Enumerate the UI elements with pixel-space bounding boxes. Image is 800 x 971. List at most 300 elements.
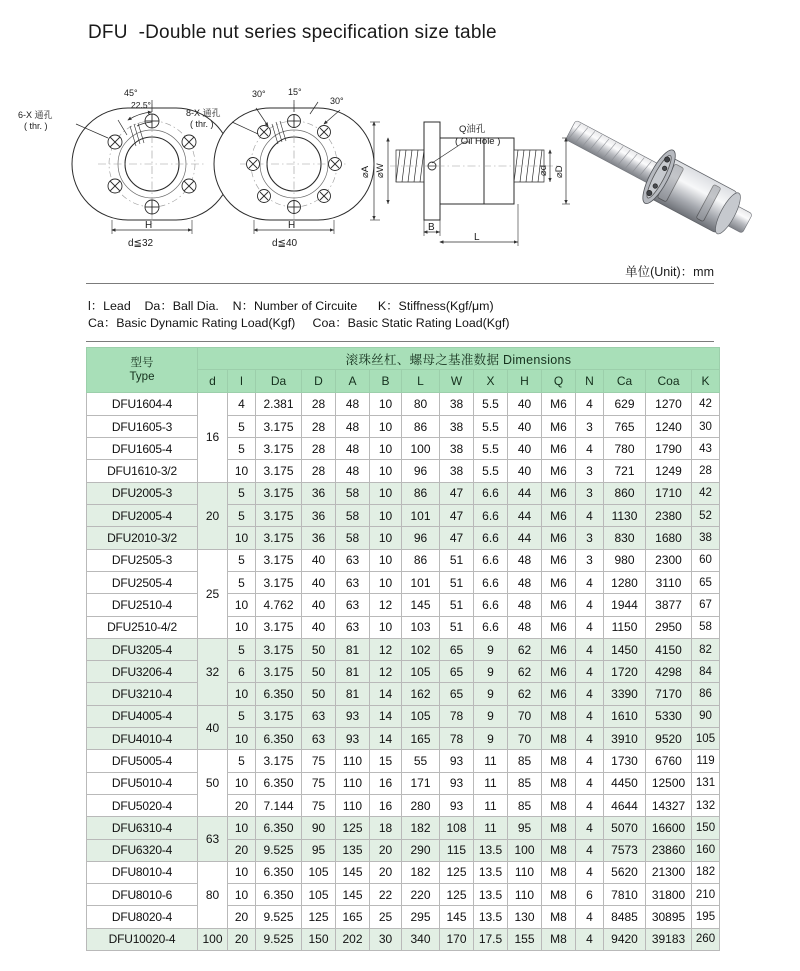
cell-q: M6	[542, 683, 576, 705]
cell-b: 30	[370, 928, 402, 950]
cell-q: M8	[542, 928, 576, 950]
legend-line-1: l：Lead Da：Ball Dia. N：Number of Circuite K：Stiffness(Kgf/μm)	[88, 299, 494, 313]
cell-coa: 3877	[646, 594, 692, 616]
page-title: DFU -Double nut series specification size table	[88, 22, 497, 43]
table-row[interactable]	[87, 571, 720, 593]
cell-x: 11	[474, 750, 508, 772]
cell-l: 80	[402, 392, 440, 415]
cell-b: 15	[370, 750, 402, 772]
cell-l: 5	[228, 638, 256, 660]
column-header-k: K	[692, 370, 720, 392]
cell-d: 75	[302, 750, 336, 772]
table-row[interactable]	[87, 392, 720, 415]
table-row[interactable]	[87, 415, 720, 437]
cell-w: 65	[440, 661, 474, 683]
cell-l: 20	[228, 794, 256, 816]
cell-coa: 5330	[646, 705, 692, 727]
table-row[interactable]	[87, 482, 720, 504]
cell-d: 105	[302, 884, 336, 906]
cell-l: 5	[228, 705, 256, 727]
column-header-coa: Coa	[646, 370, 692, 392]
cell-n: 3	[576, 482, 604, 504]
table-row[interactable]	[87, 928, 720, 950]
cell-b: 10	[370, 571, 402, 593]
cell-w: 125	[440, 861, 474, 883]
cell-coa: 14327	[646, 794, 692, 816]
left-angle-45: 45°	[124, 88, 138, 98]
table-row[interactable]	[87, 438, 720, 460]
cell-n: 3	[576, 415, 604, 437]
cell-b: 10	[370, 482, 402, 504]
cell-type: DFU10020-4	[87, 928, 198, 950]
cell-h: 40	[508, 438, 542, 460]
cell-l: 10	[228, 683, 256, 705]
column-header-a: A	[336, 370, 370, 392]
cell-d: 90	[302, 817, 336, 839]
cell-x: 6.6	[474, 616, 508, 638]
cell-n: 4	[576, 638, 604, 660]
cell-type: DFU1605-4	[87, 438, 198, 460]
cell-x: 13.5	[474, 906, 508, 928]
cell-coa: 21300	[646, 861, 692, 883]
cell-n: 4	[576, 839, 604, 861]
cell-l: 102	[402, 638, 440, 660]
cell-k: 260	[692, 928, 720, 950]
cell-da: 6.350	[256, 683, 302, 705]
cell-ca: 7810	[604, 884, 646, 906]
cell-d: 40	[302, 571, 336, 593]
cell-d-group: 20	[198, 482, 228, 549]
cell-b: 10	[370, 527, 402, 549]
table-row[interactable]	[87, 750, 720, 772]
cell-q: M6	[542, 438, 576, 460]
table-row[interactable]	[87, 861, 720, 883]
cell-k: 38	[692, 527, 720, 549]
cell-q: M8	[542, 728, 576, 750]
table-row[interactable]	[87, 683, 720, 705]
cell-x: 6.6	[474, 594, 508, 616]
cell-ca: 780	[604, 438, 646, 460]
cell-q: M8	[542, 817, 576, 839]
cell-h: 85	[508, 772, 542, 794]
cell-coa: 30895	[646, 906, 692, 928]
cell-type: DFU6320-4	[87, 839, 198, 861]
table-row[interactable]	[87, 527, 720, 549]
cell-b: 10	[370, 460, 402, 482]
cell-d: 95	[302, 839, 336, 861]
cell-n: 4	[576, 861, 604, 883]
cell-k: 131	[692, 772, 720, 794]
cell-q: M6	[542, 527, 576, 549]
cell-type: DFU2005-4	[87, 505, 198, 527]
cell-l: 20	[228, 839, 256, 861]
cell-w: 51	[440, 594, 474, 616]
cell-da: 3.175	[256, 505, 302, 527]
cell-ca: 4644	[604, 794, 646, 816]
cell-x: 5.5	[474, 438, 508, 460]
cell-d: 75	[302, 772, 336, 794]
cell-a: 63	[336, 594, 370, 616]
cell-l: 6	[228, 661, 256, 683]
cell-k: 119	[692, 750, 720, 772]
cell-l: 100	[402, 438, 440, 460]
cell-d-group: 25	[198, 549, 228, 638]
cell-coa: 6760	[646, 750, 692, 772]
cell-a: 48	[336, 415, 370, 437]
cell-l: 86	[402, 482, 440, 504]
table-row[interactable]	[87, 638, 720, 660]
cell-type: DFU4005-4	[87, 705, 198, 727]
cell-h: 155	[508, 928, 542, 950]
cell-d: 28	[302, 415, 336, 437]
cell-q: M8	[542, 772, 576, 794]
cell-d: 125	[302, 906, 336, 928]
cell-d-group: 63	[198, 817, 228, 862]
cell-k: 58	[692, 616, 720, 638]
cell-x: 11	[474, 772, 508, 794]
cell-b: 12	[370, 638, 402, 660]
cell-ca: 721	[604, 460, 646, 482]
cell-da: 3.175	[256, 438, 302, 460]
cell-q: M6	[542, 594, 576, 616]
cell-w: 170	[440, 928, 474, 950]
cell-a: 58	[336, 527, 370, 549]
cell-w: 38	[440, 460, 474, 482]
cell-w: 115	[440, 839, 474, 861]
cell-x: 17.5	[474, 928, 508, 950]
cell-d: 63	[302, 705, 336, 727]
cell-ca: 3390	[604, 683, 646, 705]
table-row[interactable]	[87, 794, 720, 816]
cell-coa: 1270	[646, 392, 692, 415]
cell-q: M6	[542, 661, 576, 683]
cell-d-group: 32	[198, 638, 228, 705]
oil-hole-en: ( Oil Hole )	[455, 136, 501, 147]
cell-n: 4	[576, 683, 604, 705]
cell-l: 86	[402, 415, 440, 437]
cell-ca: 5070	[604, 817, 646, 839]
cell-n: 3	[576, 460, 604, 482]
cell-da: 3.175	[256, 527, 302, 549]
cell-n: 4	[576, 817, 604, 839]
cell-a: 93	[336, 728, 370, 750]
cell-q: M8	[542, 884, 576, 906]
column-header-l: L	[402, 370, 440, 392]
cell-k: 182	[692, 861, 720, 883]
cell-h: 130	[508, 906, 542, 928]
table-row[interactable]	[87, 661, 720, 683]
cell-l: 145	[402, 594, 440, 616]
cell-a: 145	[336, 884, 370, 906]
dimensions-header: 滚珠丝杠、螺母之基准数据 Dimensions	[198, 348, 720, 370]
cell-type: DFU2510-4	[87, 594, 198, 616]
table-row[interactable]	[87, 772, 720, 794]
ballscrew-photo	[557, 103, 762, 250]
cell-q: M6	[542, 392, 576, 415]
cell-x: 9	[474, 705, 508, 727]
table-row[interactable]	[87, 505, 720, 527]
cell-l: 165	[402, 728, 440, 750]
right-caption: d≦40	[272, 238, 298, 249]
cell-d: 50	[302, 638, 336, 660]
cell-q: M6	[542, 460, 576, 482]
header-row-top	[87, 348, 720, 370]
column-header-d: D	[302, 370, 336, 392]
table-row[interactable]	[87, 616, 720, 638]
cell-da: 2.381	[256, 392, 302, 415]
cell-k: 160	[692, 839, 720, 861]
cell-l: 105	[402, 661, 440, 683]
table-row[interactable]	[87, 594, 720, 616]
cell-q: M8	[542, 839, 576, 861]
cell-ca: 3910	[604, 728, 646, 750]
cell-l: 20	[228, 928, 256, 950]
cell-x: 5.5	[474, 460, 508, 482]
cell-l: 10	[228, 861, 256, 883]
cell-l: 5	[228, 438, 256, 460]
cell-k: 210	[692, 884, 720, 906]
cell-h: 62	[508, 638, 542, 660]
cell-a: 110	[336, 750, 370, 772]
technical-diagram	[0, 60, 800, 260]
type-header-en: Type	[129, 370, 155, 383]
right-flange-view	[214, 100, 374, 234]
right-angle-30a: 30°	[252, 89, 266, 99]
table-row[interactable]	[87, 728, 720, 750]
table-head	[87, 348, 720, 393]
cell-k: 60	[692, 549, 720, 571]
cell-coa: 4298	[646, 661, 692, 683]
cell-l: 162	[402, 683, 440, 705]
cell-coa: 9520	[646, 728, 692, 750]
cell-ca: 7573	[604, 839, 646, 861]
cell-b: 10	[370, 505, 402, 527]
cell-n: 4	[576, 661, 604, 683]
cell-a: 63	[336, 571, 370, 593]
cell-x: 11	[474, 817, 508, 839]
cell-x: 9	[474, 728, 508, 750]
cell-q: M6	[542, 482, 576, 504]
cell-da: 3.175	[256, 415, 302, 437]
cell-d: 40	[302, 616, 336, 638]
cell-d: 28	[302, 438, 336, 460]
cell-d: 50	[302, 683, 336, 705]
cell-l: 220	[402, 884, 440, 906]
cell-l: 182	[402, 817, 440, 839]
cell-d: 63	[302, 728, 336, 750]
cell-k: 65	[692, 571, 720, 593]
dim-b: B	[428, 222, 435, 233]
cell-k: 84	[692, 661, 720, 683]
cell-n: 4	[576, 571, 604, 593]
cell-h: 40	[508, 460, 542, 482]
cell-h: 62	[508, 661, 542, 683]
cell-x: 6.6	[474, 482, 508, 504]
cell-n: 3	[576, 549, 604, 571]
cell-w: 51	[440, 571, 474, 593]
cell-q: M6	[542, 616, 576, 638]
cell-n: 4	[576, 705, 604, 727]
cell-h: 48	[508, 571, 542, 593]
left-hole-note2: ( thr. )	[24, 121, 48, 131]
cell-ca: 1730	[604, 750, 646, 772]
cell-b: 14	[370, 705, 402, 727]
cell-d: 36	[302, 527, 336, 549]
cell-h: 100	[508, 839, 542, 861]
cell-ca: 860	[604, 482, 646, 504]
cell-a: 165	[336, 906, 370, 928]
cell-l: 20	[228, 906, 256, 928]
cell-n: 4	[576, 772, 604, 794]
cell-da: 3.175	[256, 571, 302, 593]
cell-ca: 629	[604, 392, 646, 415]
cell-d: 28	[302, 392, 336, 415]
table-row[interactable]	[87, 549, 720, 571]
cell-coa: 1790	[646, 438, 692, 460]
cell-w: 51	[440, 549, 474, 571]
cell-da: 3.175	[256, 482, 302, 504]
cell-a: 93	[336, 705, 370, 727]
cell-w: 108	[440, 817, 474, 839]
cell-x: 6.6	[474, 549, 508, 571]
cell-da: 6.350	[256, 772, 302, 794]
cell-l: 10	[228, 772, 256, 794]
cell-q: M6	[542, 571, 576, 593]
specification-table	[86, 347, 720, 951]
cell-q: M8	[542, 906, 576, 928]
cell-n: 4	[576, 728, 604, 750]
cell-d-group: 80	[198, 861, 228, 928]
cell-da: 3.175	[256, 460, 302, 482]
cell-q: M6	[542, 415, 576, 437]
cell-l: 10	[228, 616, 256, 638]
cell-type: DFU8020-4	[87, 906, 198, 928]
cell-ca: 1280	[604, 571, 646, 593]
cell-ca: 1944	[604, 594, 646, 616]
cell-k: 195	[692, 906, 720, 928]
cell-l: 10	[228, 527, 256, 549]
column-header-d: d	[198, 370, 228, 392]
cell-coa: 39183	[646, 928, 692, 950]
cell-h: 48	[508, 549, 542, 571]
table-row[interactable]	[87, 884, 720, 906]
cell-b: 12	[370, 661, 402, 683]
cell-a: 58	[336, 505, 370, 527]
cell-l: 290	[402, 839, 440, 861]
cell-k: 132	[692, 794, 720, 816]
column-header-w: W	[440, 370, 474, 392]
legend	[88, 298, 728, 332]
cell-l: 105	[402, 705, 440, 727]
table-row[interactable]	[87, 705, 720, 727]
cell-l: 96	[402, 527, 440, 549]
cell-b: 25	[370, 906, 402, 928]
cell-k: 43	[692, 438, 720, 460]
cell-l: 171	[402, 772, 440, 794]
cell-w: 47	[440, 505, 474, 527]
cell-type: DFU1604-4	[87, 392, 198, 415]
cell-l: 10	[228, 884, 256, 906]
cell-type: DFU3210-4	[87, 683, 198, 705]
cell-ca: 1450	[604, 638, 646, 660]
cell-h: 40	[508, 392, 542, 415]
cell-x: 5.5	[474, 392, 508, 415]
cell-k: 105	[692, 728, 720, 750]
cell-a: 110	[336, 794, 370, 816]
cell-ca: 1720	[604, 661, 646, 683]
table-row[interactable]	[87, 460, 720, 482]
cell-h: 48	[508, 594, 542, 616]
cell-d-group: 100	[198, 928, 228, 950]
cell-h: 40	[508, 415, 542, 437]
cell-da: 3.175	[256, 750, 302, 772]
cell-w: 125	[440, 884, 474, 906]
right-hole-note: 8-X 通孔	[186, 108, 221, 118]
cell-n: 3	[576, 527, 604, 549]
cell-type: DFU4010-4	[87, 728, 198, 750]
cell-a: 135	[336, 839, 370, 861]
cell-w: 51	[440, 616, 474, 638]
left-caption: d≦32	[128, 238, 154, 249]
cell-ca: 1150	[604, 616, 646, 638]
table-body	[87, 392, 720, 950]
cell-w: 93	[440, 772, 474, 794]
cell-l: 10	[228, 460, 256, 482]
cell-w: 38	[440, 392, 474, 415]
cell-l: 5	[228, 505, 256, 527]
cell-b: 20	[370, 861, 402, 883]
cell-h: 70	[508, 728, 542, 750]
cell-coa: 16600	[646, 817, 692, 839]
cell-l: 5	[228, 571, 256, 593]
cell-k: 52	[692, 505, 720, 527]
cell-da: 9.525	[256, 928, 302, 950]
dim-l: L	[474, 232, 480, 243]
right-angle-15: 15°	[288, 87, 302, 97]
column-header-ca: Ca	[604, 370, 646, 392]
cell-coa: 3110	[646, 571, 692, 593]
cell-l: 86	[402, 549, 440, 571]
cell-coa: 1710	[646, 482, 692, 504]
cell-da: 6.350	[256, 861, 302, 883]
cell-n: 4	[576, 438, 604, 460]
cell-da: 3.175	[256, 638, 302, 660]
cell-type: DFU2510-4/2	[87, 616, 198, 638]
cell-n: 4	[576, 594, 604, 616]
cell-l: 340	[402, 928, 440, 950]
cell-b: 10	[370, 616, 402, 638]
dim-phi-w: ⌀W	[375, 163, 386, 178]
cell-l: 5	[228, 482, 256, 504]
cell-da: 3.175	[256, 549, 302, 571]
cell-da: 9.525	[256, 839, 302, 861]
cell-coa: 1249	[646, 460, 692, 482]
table-row[interactable]	[87, 839, 720, 861]
cell-a: 81	[336, 638, 370, 660]
table-row[interactable]	[87, 906, 720, 928]
cell-type: DFU8010-4	[87, 861, 198, 883]
cell-d: 105	[302, 861, 336, 883]
cell-type: DFU3205-4	[87, 638, 198, 660]
cell-w: 38	[440, 438, 474, 460]
table-row[interactable]	[87, 817, 720, 839]
cell-x: 5.5	[474, 415, 508, 437]
cell-coa: 1680	[646, 527, 692, 549]
cell-b: 16	[370, 772, 402, 794]
cell-x: 9	[474, 638, 508, 660]
cell-ca: 830	[604, 527, 646, 549]
cell-type: DFU5005-4	[87, 750, 198, 772]
